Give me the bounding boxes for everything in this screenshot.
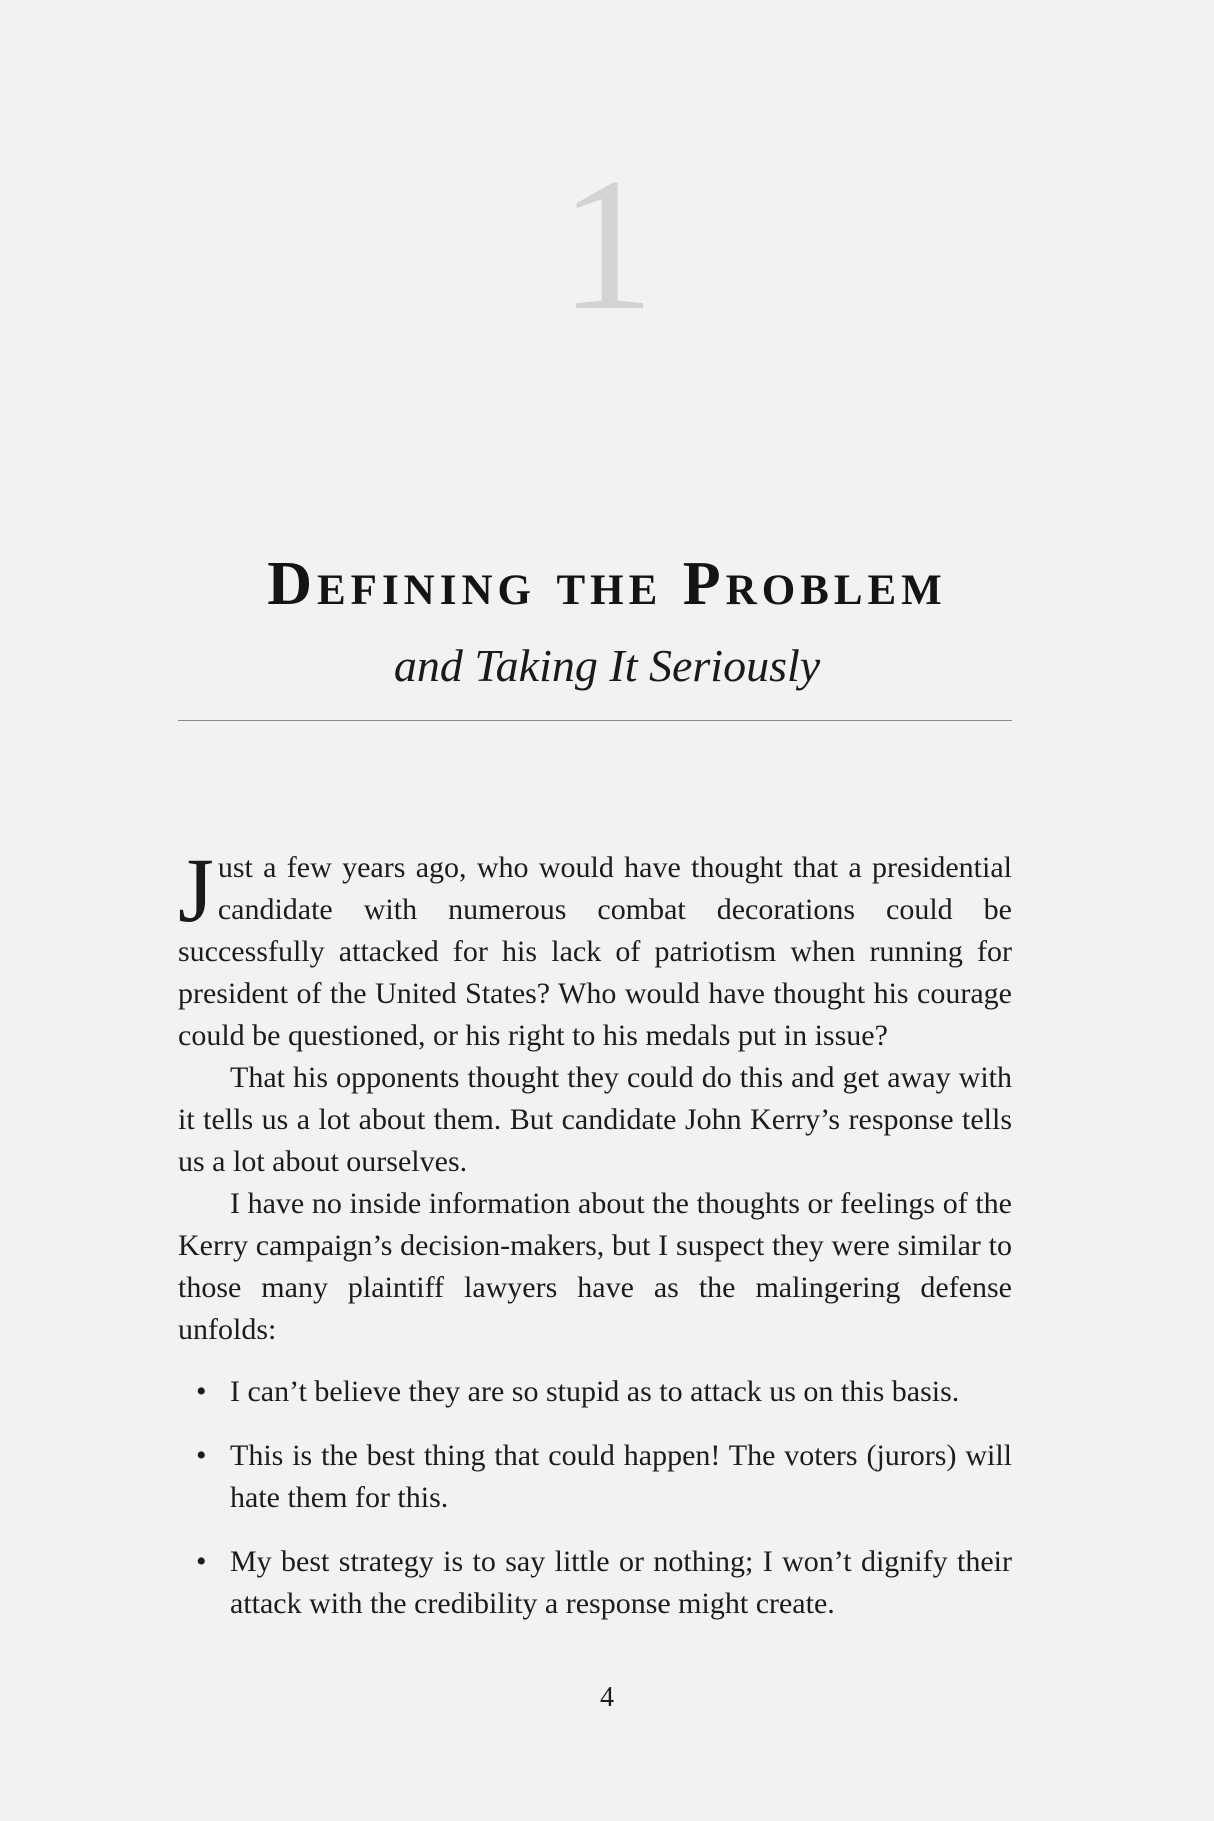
list-item bbox=[178, 1435, 1012, 1519]
drop-cap: J bbox=[178, 839, 214, 941]
paragraph-1 bbox=[178, 839, 1012, 1057]
bullet-dot-icon: • bbox=[196, 1375, 207, 1408]
list-item-text: My best strategy is to say little or nothing; I won’t dignify their attack with the credibility a response might create. bbox=[230, 1545, 1012, 1620]
list-item-text: This is the best thing that could happen! The voters (jurors) will hate them for this. bbox=[230, 1439, 1012, 1514]
page-number: 4 bbox=[600, 1682, 614, 1713]
list-item bbox=[178, 1541, 1012, 1625]
paragraph-2: That his opponents thought they could do this and get away with it tells us a lot about them. But candidate John Kerry’s response tells us a lot about ourselves. bbox=[178, 1061, 1012, 1178]
bullet-list bbox=[178, 1371, 1012, 1625]
list-item bbox=[178, 1371, 1012, 1413]
chapter-number: 1 bbox=[559, 140, 655, 350]
chapter-title: Defining the Problem bbox=[267, 550, 947, 618]
bullet-dot-icon: • bbox=[196, 1439, 207, 1472]
paragraph-3: I have no inside information about the thoughts or feelings of the Kerry campaign’s decision-makers, but I suspect they were similar to those many plaintiff lawyers have as the malingering defense unfolds: bbox=[178, 1187, 1012, 1346]
list-item-text: I can’t believe they are so stupid as to attack us on this basis. bbox=[230, 1375, 960, 1408]
title-divider bbox=[178, 720, 1012, 721]
paragraph-1-text: ust a few years ago, who would have thought that a presidential candidate with numerous combat decorations could be successfully attacked for his lack of patriotism when running for president of the United States? Who would have thought his courage could be questioned, or his right to his medals put in issue? bbox=[178, 851, 1012, 1052]
chapter-subtitle: and Taking It Seriously bbox=[393, 640, 821, 691]
bullet-dot-icon: • bbox=[196, 1545, 207, 1578]
body-text bbox=[178, 839, 1012, 1647]
